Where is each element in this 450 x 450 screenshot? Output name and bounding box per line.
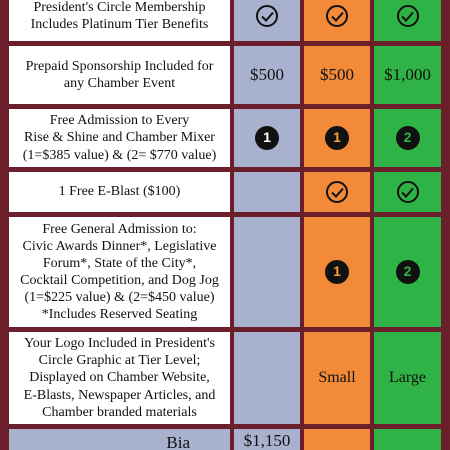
tier3-cell xyxy=(374,429,441,450)
tier1-cell xyxy=(234,429,300,450)
benefit-label: Prepaid Sponsorship Included for any Chamber Event xyxy=(9,46,230,104)
table-row xyxy=(9,217,441,327)
tier2-cell xyxy=(304,46,370,104)
number-circle-icon: 1 xyxy=(325,260,349,284)
check-circle-icon xyxy=(397,181,419,203)
tier2-cell xyxy=(304,429,370,450)
tier3-cell xyxy=(374,217,441,327)
tier1-cell xyxy=(234,0,300,41)
benefit-label: Bia xyxy=(9,429,230,450)
tier2-value: Small xyxy=(318,369,356,387)
number-circle-icon: 1 xyxy=(255,126,279,150)
tier3-cell xyxy=(374,0,441,41)
tier1-cell xyxy=(234,217,300,327)
table-row xyxy=(9,109,441,167)
number-circle-icon: 2 xyxy=(396,126,420,150)
table-row xyxy=(9,46,441,104)
table-row xyxy=(9,172,441,212)
benefit-label: Free Admission to Every Rise & Shine and Chamber Mixer (1=$385 value) & (2= $770 value) xyxy=(9,109,230,167)
tier3-value: Large xyxy=(388,369,426,387)
tier3-value: $1,000 xyxy=(384,64,431,84)
tier3-cell xyxy=(374,332,441,424)
table-row xyxy=(9,0,441,41)
tier3-cell xyxy=(374,46,441,104)
check-circle-icon xyxy=(397,5,419,27)
check-circle-icon xyxy=(326,181,348,203)
tier1-value: $1,150 xyxy=(243,431,291,450)
tier2-cell xyxy=(304,217,370,327)
check-circle-icon xyxy=(326,5,348,27)
tier1-cell xyxy=(234,332,300,424)
tier2-cell xyxy=(304,332,370,424)
tier2-value: $500 xyxy=(320,64,354,84)
number-circle-icon: 2 xyxy=(396,260,420,284)
tier2-cell xyxy=(304,0,370,41)
tier3-cell xyxy=(374,172,441,212)
benefit-label: 1 Free E-Blast ($100) xyxy=(9,172,230,212)
tier2-cell xyxy=(304,172,370,212)
table-row xyxy=(9,332,441,424)
number-circle-icon: 1 xyxy=(325,126,349,150)
tier2-cell xyxy=(304,109,370,167)
benefit-label: Your Logo Included in President's Circle Graphic at Tier Level; Displayed on Chamber Website, E-Blasts, Newspaper Articles, and Chamber branded materials xyxy=(9,332,230,424)
table-row xyxy=(9,429,441,450)
tier1-cell xyxy=(234,109,300,167)
benefits-grid xyxy=(9,0,441,450)
benefit-label: President's Circle Membership Includes Platinum Tier Benefits xyxy=(9,0,230,41)
benefit-label: Free General Admission to: Civic Awards Dinner*, Legislative Forum*, State of the City*, Cocktail Competition, and Dog Jog (1=$225 value) & (2=$450 value) *Includes Reserved Seating xyxy=(9,217,230,327)
tier1-value: $500 xyxy=(250,64,284,84)
tier1-cell xyxy=(234,172,300,212)
check-circle-icon xyxy=(256,5,278,27)
tier1-cell xyxy=(234,46,300,104)
tier3-cell xyxy=(374,109,441,167)
